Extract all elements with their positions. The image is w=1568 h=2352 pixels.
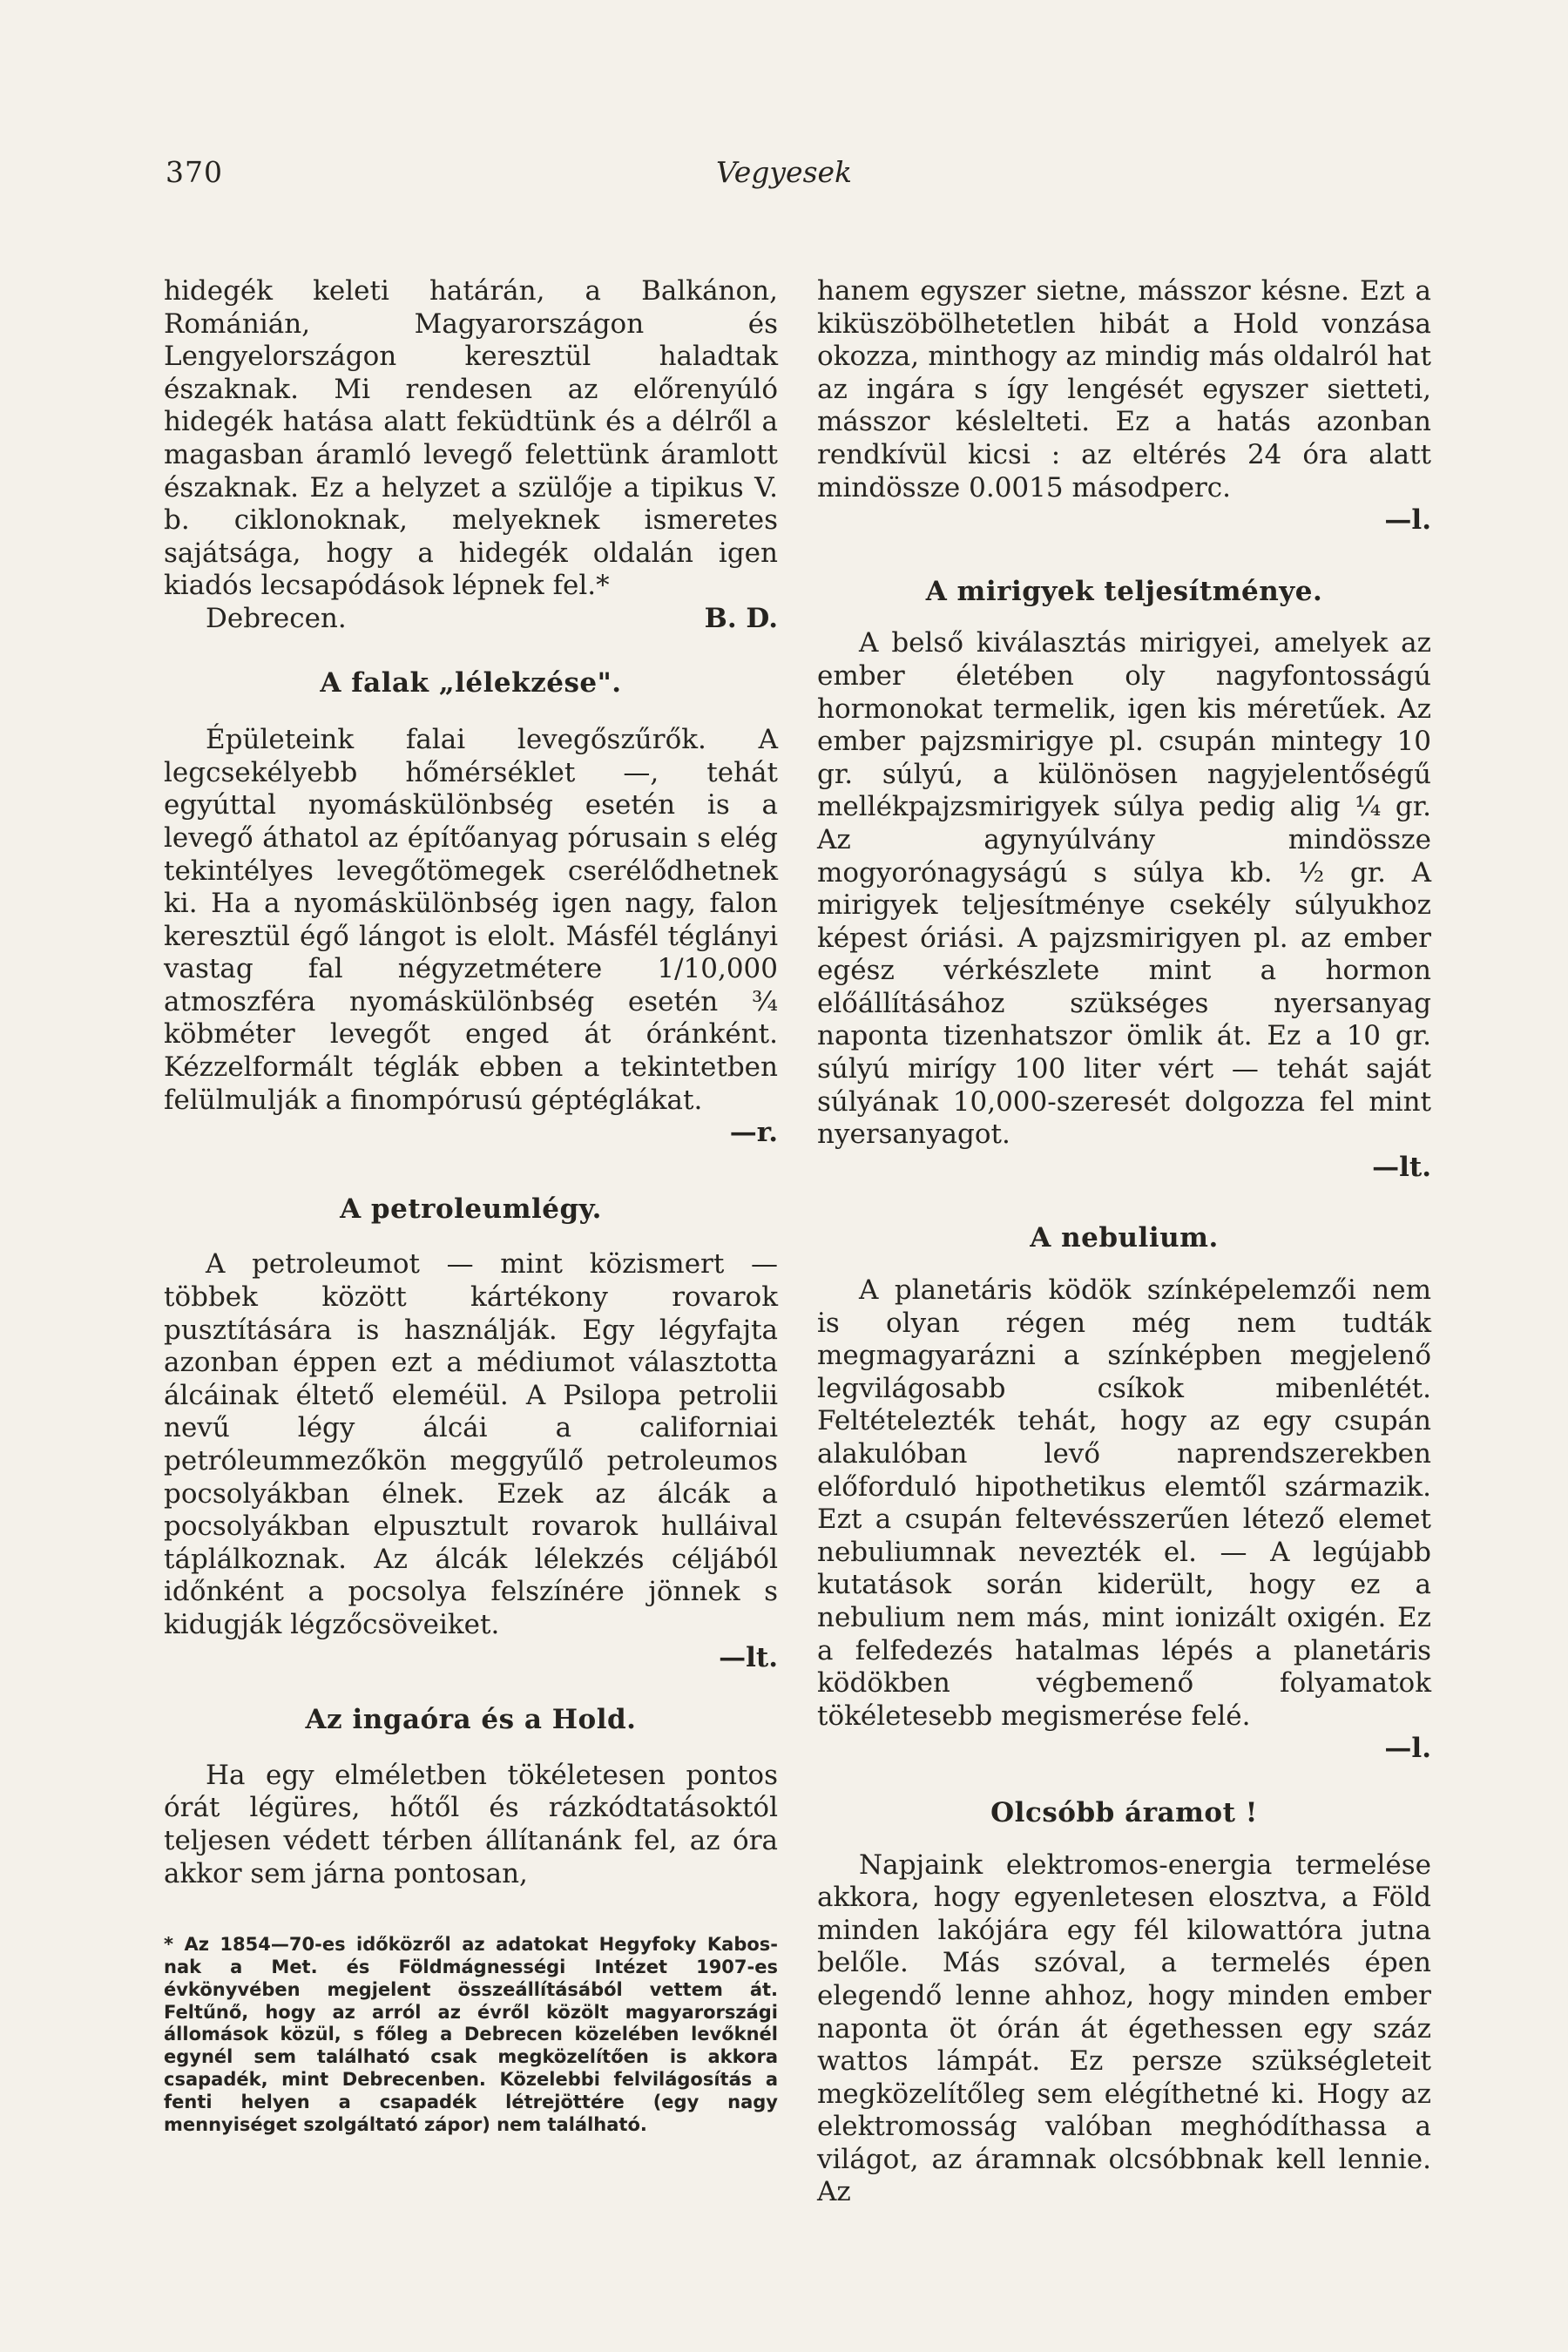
article-body: Ha egy elméletben tökéletesen pontos órát légüres, hőtől és rázkódtatásoktól teljesen védett térben állítanánk fel, az óra akkor sem járna pontosan, bbox=[164, 1759, 778, 1889]
continuation-paragraph: hanem egyszer sietne, másszor késne. Ezt a kiküszöbölhetetlen hibát a Hold vonzása okozza, minthogy az mindig más oldalról hat az ingára s így lengését egyszer sietteti, másszor késlelteti. Ez a hatás azonban rendkívül kicsi : az eltérés 24 óra alatt mindössze 0.0015 másodperc. bbox=[817, 275, 1431, 504]
author-signature: —l. bbox=[1384, 504, 1431, 537]
author-signature: —r. bbox=[729, 1117, 778, 1149]
place-name: Debrecen. bbox=[206, 602, 347, 634]
continuation-paragraph: hidegék keleti határán, a Balkánon, Románián, Magyarországon és Lengyelországon keresztül haladtak északnak. Mi rendesen az előrenyúló hidegék hatása alatt feküdtünk és a délről a magasban áramló levegő felettünk áramlott északnak. Ez a helyzet a szülője a tipikus V. b. ciklonoknak, melyeknek ismeretes sajátsága, hogy a hidegék oldalán igen kiadós lecsapódások lépnek fel.* bbox=[164, 275, 778, 602]
article-body: A planetáris ködök színképelemzői nem is olyan régen még nem tudták megmagyarázni a színképben megjelenő legvilágosabb csíkok mibenlétét. Feltételezték tehát, hogy az egy csupán alakulóban levő naprendszerekben előforduló hipothetikus elemtől származik. Ezt a csupán feltevésszerűen létező elemet nebuliumnak nevezték el. — A legújabb kutatások során kiderült, hogy ez a nebulium nem más, mint ionizált oxigén. Ez a felfedezés hatalmas lépés a planetáris ködökben végbemenő folyamatok tökéletesebb megismerése felé. bbox=[817, 1274, 1431, 1732]
article-title: A falak „lélekzése". bbox=[320, 666, 622, 699]
footnote: * Az 1854—70-es időközről az adatokat Hegyfoky Kabos-nak a Met. és Földmágnességi Intézet 1907-es évkönyvében megjelent összeállításából vettem át. Feltűnő, hogy az arról az évről közölt magyarországi állomások közül, s főleg a Debrecen közelében levőknél egynél sem található csak megközelítően is akkora csapadék, mint Debrecenben. Közelebbi felvilágosítás a fenti helyen a csapadék létrejöttére (egy nagy mennyiséget szolgáltató zápor) nem található. bbox=[164, 1934, 778, 2135]
page-number: 370 bbox=[166, 155, 223, 189]
running-title: Vegyesek bbox=[715, 155, 853, 189]
article-title: A petroleumlégy. bbox=[340, 1193, 602, 1225]
article-body: A belső kiválasztás mirigyei, amelyek az ember életében oly nagyfontosságú hormonokat termelik, igen kis méretűek. Az ember pajzsmirigye pl. csupán mintegy 10 gr. súlyú, a különösen nagyjelentőségű mellékpajzsmirigyek súlya pedig alig ¼ gr. Az agynyúlvány mindössze mogyorónagyságú s súlya kb. ½ gr. A mirigyek teljesítménye csekély súlyukhoz képest óriási. A pajzsmirigyen pl. az ember egész vérkészlete mint a hormon előállításához szükséges nyersanyag naponta tizenhatszor ömlik át. Ez a 10 gr. súlyú mirígy 100 liter vért — tehát saját súlyának 10,000-szeresét dolgozza fel mint nyersanyagot. bbox=[817, 627, 1431, 1151]
article-body: Épületeink falai levegőszűrők. A legcsekélyebb hőmérséklet —, tehát egyúttal nyomáskülönbség esetén is a levegő áthatol az építőanyag pórusain s elég tekintélyes levegőtömegek cserélődhetnek ki. Ha a nyomáskülönbség igen nagy, falon keresztül égő lángot is elolt. Másfél téglányi vastag fal négyzetmétere 1/10,000 atmoszféra nyomáskülönbség esetén ¾ köbméter levegőt enged át óránként. Kézzelformált téglák ebben a tekintetben felülmulják a finompórusú géptéglákat. bbox=[164, 724, 778, 1116]
article-body: Napjaink elektromos-energia termelése akkora, hogy egyenletesen elosztva, a Föld minden lakójára egy fél kilowattóra jutna belőle. Más szóval, a termelés épen elegendő lenne ahhoz, hogy minden ember naponta öt órán át égethessen egy száz wattos lámpát. Ez persze szükségleteit megközelítőleg sem elégíthetné ki. Hogy az elektromosság valóban meghódíthassa a világot, az áramnak olcsóbbnak kell lennie. Az bbox=[817, 1848, 1431, 2208]
place-signature-line bbox=[164, 603, 778, 636]
author-signature: B. D. bbox=[704, 602, 778, 634]
author-signature: —l. bbox=[1384, 1733, 1431, 1765]
article-title: Az ingaóra és a Hold. bbox=[305, 1704, 637, 1736]
article-body: A petroleumot — mint közismert — többek között kártékony rovarok pusztítására is használják. Egy légyfajta azonban éppen ezt a médiumot választotta álcáinak éltető eleméül. A Psilopa petrolii nevű légy álcái a californiai petróleummezőkön meggyűlő petroleumos pocsolyákban élnek. Ezek az álcák a pocsolyákban elpusztult rovarok hulláival táplálkoznak. Az álcák lélekzés céljából időnként a pocsolya felszínére jönnek s kidugják légzőcsöveiket. bbox=[164, 1248, 778, 1640]
author-signature: —lt. bbox=[1372, 1151, 1431, 1183]
article-title: A nebulium. bbox=[1030, 1222, 1219, 1254]
author-signature: —lt. bbox=[719, 1641, 778, 1673]
footnote-separator bbox=[164, 1890, 778, 1934]
left-column bbox=[164, 275, 778, 2136]
article-title: A mirigyek teljesítménye. bbox=[925, 575, 1323, 607]
right-column bbox=[817, 275, 1431, 2209]
article-title: Olcsóbb áramot ! bbox=[990, 1796, 1258, 1828]
